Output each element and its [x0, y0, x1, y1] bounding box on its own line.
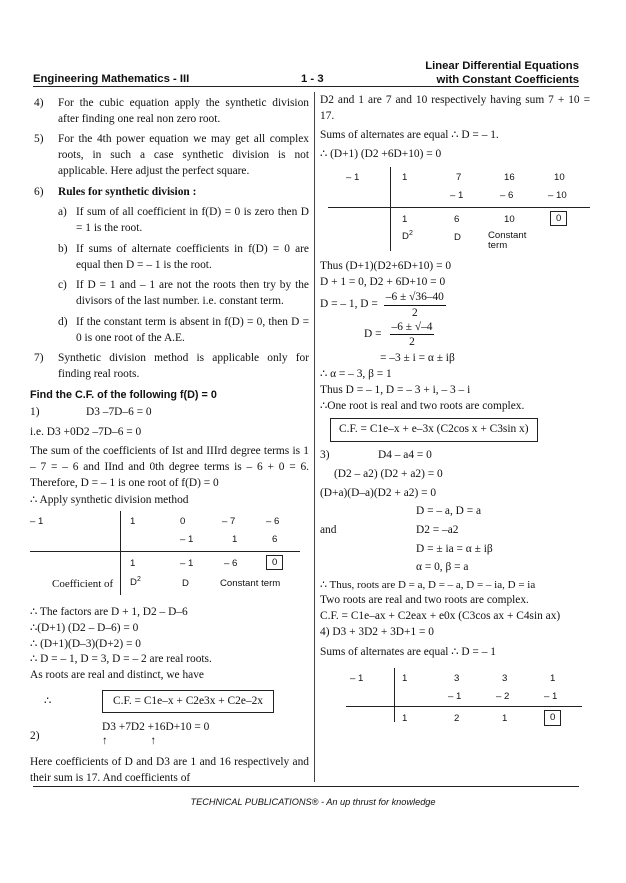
table-cell: Constant term — [488, 229, 527, 252]
connector-word: and — [320, 524, 337, 537]
synthetic-division-table — [30, 515, 309, 595]
table-cell: – 1 — [448, 691, 462, 703]
example-3: 3) D4 – a4 = 0 — [320, 448, 590, 464]
equation: = –3 ± i = α ± iβ — [380, 352, 455, 365]
equation: (D+a)(D–a)(D2 + a2) = 0 — [320, 486, 437, 499]
table-cell: 1 — [130, 558, 136, 570]
equation: C.F. = C1e–ax + C2eax + e0x (C3cos ax + C4sin ax) — [320, 610, 561, 623]
cf-box: C.F. = C1e–x + e–3x (C2cos x + C3sin x) — [330, 418, 538, 442]
table-cell: 10 — [554, 171, 565, 183]
table-cell: 3 — [454, 673, 460, 685]
table-cell: – 1 — [180, 558, 194, 570]
right-column — [320, 93, 590, 725]
equation: ∴ D = – 1, D = 3, D = – 2 are real roots. — [30, 653, 212, 666]
table-cell: 16 — [504, 171, 515, 183]
table-cell: D — [454, 231, 461, 243]
equation: D4 – a4 = 0 — [378, 449, 432, 462]
example-4: 4) D3 + 3D2 + 3D+1 = 0 — [320, 625, 434, 638]
table-cell: – 10 — [548, 189, 567, 201]
table-cell: – 1 — [350, 673, 364, 685]
equation: Thus (D+1)(D2+6D+10) = 0 — [320, 259, 452, 272]
table-cell: – 7 — [222, 516, 236, 528]
left-column — [30, 96, 309, 786]
fraction — [390, 320, 435, 350]
list-item: d) If the constant term is absent in f(D) = 0, then D = 0 is one root of the A.E. — [58, 315, 309, 344]
table-cell: $D^2$ — [402, 229, 413, 243]
table-cell: 1 — [402, 171, 408, 183]
numerator: –6 ± √36–40 — [384, 290, 446, 305]
list-item: b) If sums of alternate coefficients in f(D) = 0 are equal then D = – 1 is the root. — [58, 242, 309, 271]
cf-result — [320, 414, 590, 446]
table-cell: D — [182, 578, 189, 590]
table-cell: 1 — [232, 534, 238, 546]
cf-box: C.F. = C1e–x + C2e3x + C2e–2x — [102, 690, 274, 714]
cf-result — [30, 686, 309, 718]
quadratic-formula — [320, 290, 590, 320]
paragraph: Sums of alternates are equal ∴ D = – 1. — [320, 129, 499, 142]
table-cell: – 6 — [500, 189, 514, 201]
table-cell: – 1 — [30, 516, 44, 528]
paragraph: Here coefficients of D and D3 are 1 and 16 respectively and their sum is 17. And coefficients of — [30, 755, 309, 784]
numerator: –6 ± √–4 — [390, 320, 435, 335]
equation: ∴ (D+1) (D2 +6D+10) = 0 — [320, 148, 442, 161]
list-item: 6) Rules for synthetic division : — [34, 185, 197, 198]
header-title-line1: Linear Differential Equations — [425, 60, 579, 72]
table-cell: 0 — [180, 516, 186, 528]
table-cell: 1 — [550, 673, 556, 685]
equation: Thus D = – 1, D = – 3 + i, – 3 – i — [320, 383, 471, 396]
paragraph: D2 and 1 are 7 and 10 respectively having sum 7 + 10 = 17. — [320, 94, 590, 122]
equation: ∴ (D+1)(D–3)(D+2) = 0 — [30, 637, 141, 650]
table-cell: 1 — [402, 213, 408, 225]
denominator: 2 — [409, 336, 415, 349]
fraction — [384, 290, 446, 320]
remainder-cell: 0 — [544, 710, 561, 725]
list-item: 7) Synthetic division method is applicable only for finding real roots. — [34, 352, 309, 381]
remainder-cell: 0 — [266, 555, 283, 570]
equation: ∴(D+1) (D2 – D–6) = 0 — [30, 621, 139, 634]
footer-text: TECHNICAL PUBLICATIONS® - An up thrust for knowledge — [190, 797, 436, 807]
synthetic-division-table — [346, 672, 590, 725]
synthetic-division-table — [328, 171, 590, 251]
footer-rule — [33, 786, 579, 787]
paragraph: Two roots are real and two roots are complex. — [320, 594, 529, 607]
table-rule — [120, 511, 121, 595]
table-cell: – 1 — [180, 534, 194, 546]
table-cell: 1 — [502, 713, 508, 725]
section-heading: Find the C.F. of the following f(D) = 0 — [30, 388, 217, 401]
table-cell: – 1 — [346, 171, 360, 183]
equation: i.e. D3 +0D2 –7D–6 = 0 — [30, 426, 142, 439]
table-cell: 7 — [456, 171, 462, 183]
table-cell: 1 — [402, 713, 408, 725]
table-cell: Coefficient of — [52, 578, 114, 591]
table-rule — [390, 167, 391, 251]
paragraph: ∴ Apply synthetic division method — [30, 494, 189, 507]
equation: ∴ α = – 3, β = 1 — [320, 368, 392, 381]
table-cell: 6 — [272, 534, 278, 546]
equation: D = ± ia = α ± iβ — [416, 542, 493, 555]
therefore-symbol: ∴ — [44, 694, 52, 707]
denominator: 2 — [411, 306, 418, 319]
equation: D3 +7D2 +16D+10 = 0 — [102, 721, 210, 734]
page-number: 1 - 3 — [301, 73, 324, 85]
table-rule — [394, 668, 395, 722]
list-item: 5) For the 4th power equation we may get all complex roots, in such a case synthetic division is not applicable. Here adjust the perfect square. — [34, 133, 309, 177]
arrows: ↑ ↑ — [102, 735, 157, 748]
table-cell: 2 — [454, 713, 460, 725]
header-title-line2: with Constant Coefficients — [436, 73, 579, 86]
equation: D = – a, D = a — [416, 505, 482, 518]
list-item: c) If D = 1 and – 1 are not the roots then try by the divisors of the last number. i.e. constant term. — [58, 279, 309, 308]
paragraph: Sums of alternates are equal ∴ D = – 1 — [320, 645, 496, 658]
table-rule — [346, 706, 582, 707]
paragraph: ∴One root is real and two roots are complex. — [320, 399, 525, 412]
list-item: a) If sum of all coefficient in f(D) = 0 is zero then D = 1 is the root. — [58, 206, 309, 235]
table-cell: – 2 — [496, 691, 510, 703]
list-item: 4) For the cubic equation apply the synthetic division after finding one real non zero root. — [34, 97, 309, 125]
quadratic-formula — [320, 320, 590, 350]
table-cell: 6 — [454, 213, 460, 225]
equation: D2 = –a2 — [416, 524, 459, 537]
equals: D = — [364, 327, 382, 340]
remainder-cell: 0 — [550, 211, 567, 226]
example-2: 2) D3 +7D2 +16D+10 = 0 ↑ ↑ — [30, 721, 210, 748]
table-cell: 1 — [402, 673, 408, 685]
running-header-title — [425, 60, 579, 87]
table-cell: 1 — [130, 516, 136, 528]
equation: α = 0, β = a — [416, 561, 469, 574]
equation: (D2 – a2) (D2 + a2) = 0 — [334, 467, 443, 480]
equation: ∴ The factors are D + 1, D2 – D–6 — [30, 606, 188, 619]
table-cell: 3 — [502, 673, 508, 685]
table-cell: $D^2$ — [130, 576, 141, 589]
header-rule — [33, 86, 579, 87]
column-divider — [314, 92, 315, 782]
table-cell: – 6 — [266, 516, 280, 528]
equation: D + 1 = 0, D2 + 6D+10 = 0 — [320, 275, 446, 288]
table-cell: – 6 — [224, 558, 238, 570]
equation: D = – 1, D = — [320, 298, 378, 311]
table-cell: 10 — [504, 213, 515, 225]
example-1: 1) D3 –7D–6 = 0 — [30, 405, 152, 418]
table-cell: – 1 — [544, 691, 558, 703]
table-cell: Constant term — [220, 578, 281, 590]
table-cell: – 1 — [450, 189, 464, 201]
paragraph: As roots are real and distinct, we have — [30, 668, 204, 681]
paragraph: The sum of the coefficients of Ist and IIIrd degree terms is 1 – 7 = – 6 and IInd and 0th degree terms is – 6 + 0 = 6. Therefore, D = – 1 is one root of f(D) = 0 — [30, 445, 309, 489]
paragraph: ∴ Thus, roots are D = a, D = – a, D = – ia, D = ia — [320, 579, 536, 592]
book-title: Engineering Mathematics - III — [33, 73, 190, 85]
table-rule — [328, 207, 590, 208]
equation-row — [320, 523, 590, 539]
table-rule — [30, 551, 300, 552]
